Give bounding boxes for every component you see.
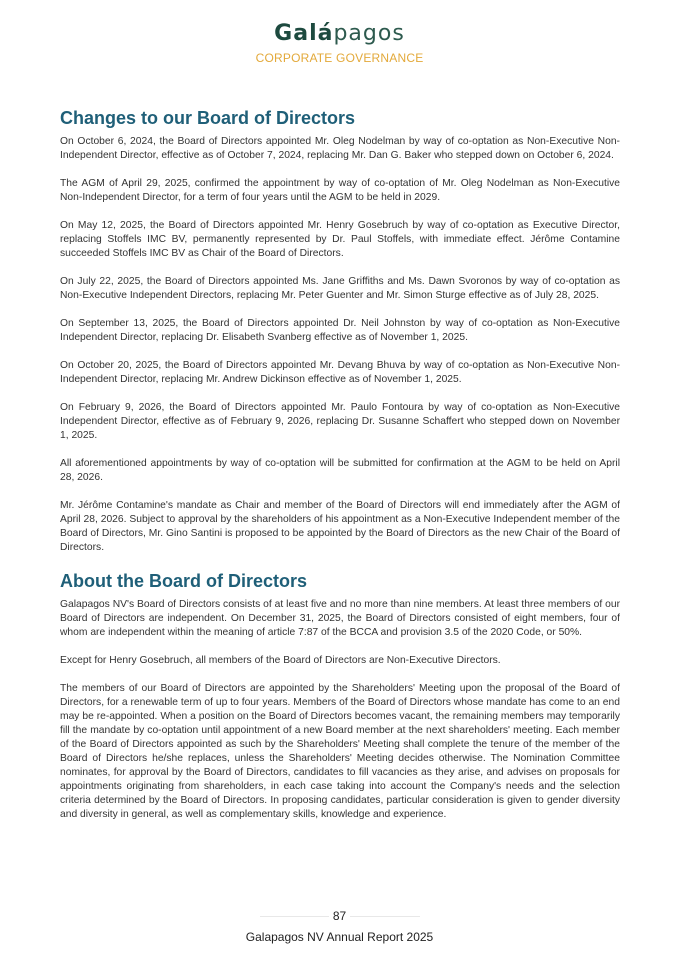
company-logo bbox=[0, 20, 679, 48]
paragraph: On July 22, 2025, the Board of Directors appointed Ms. Jane Griffiths and Ms. Dawn Svoronos by way of co-optation as Non-Executive Independent Directors, replacing Mr. Peter Guenter and Mr. Simon Sturge effective as of July 28, 2025. bbox=[60, 276, 620, 301]
main-content bbox=[60, 106, 620, 836]
page-header bbox=[0, 20, 679, 66]
paragraph: Except for Henry Gosebruch, all members of the Board of Directors are Non-Executive Directors. bbox=[60, 655, 501, 666]
paragraph: Mr. Jérôme Contamine's mandate as Chair and member of the Board of Directors will end immediately after the AGM of April 28, 2026. Subject to approval by the shareholders of his appointment as a Non-Executive Independent member of the Board of Directors, Mr. Gino Santini is proposed to be appointed by the Board of Directors as the new Chair of the Board of Directors. bbox=[60, 500, 620, 553]
paragraph: Galapagos NV's Board of Directors consists of at least five and no more than nine members. At least three members of our Board of Directors are independent. On December 31, 2025, the Board of Directors consisted of eight members, four of whom are independent within the meaning of article 7:87 of the BCCA and provision 3.5 of the 2020 Code, or 50%. bbox=[60, 599, 620, 638]
paragraph: On February 9, 2026, the Board of Directors appointed Mr. Paulo Fontoura by way of co-optation as Non-Executive Independent Director, effective as of February 9, 2026, replacing Dr. Susanne Schaffert who stepped down on November 1, 2025. bbox=[60, 402, 620, 441]
paragraph: The AGM of April 29, 2025, confirmed the appointment by way of co-optation of Mr. Oleg Nodelman as Non-Executive Non-Independent Director, for a term of four years until the AGM to be held in 2029. bbox=[60, 178, 620, 203]
page-number: 87 bbox=[329, 908, 350, 924]
paragraph: The members of our Board of Directors are appointed by the Shareholders' Meeting upon the proposal of the Board of Directors, for a renewable term of up to four years. Members of the Board of Directors whose mandate has come to an end may be re-appointed. When a position on the Board of Directors becomes vacant, the remaining members may temporarily fill the mandate by co-optation until appointment of a new Board member at the next shareholders' meeting. Each member of the Board of Directors appointed as such by the Shareholders' Meeting shall complete the tenure of the member of the Board of Directors he/she replaces, unless the Shareholders' Meeting decides otherwise. The Nomination Committee nominates, for approval by the Board of Directors, candidates to fill vacancies as they arise, and advises on proposals for appointments originating from shareholders, in each case taking into account the Company's needs and the selection criteria determined by the Board of Directors. In proposing candidates, particular consideration is given to gender diversity and diversity in general, as well as complementary skills, knowledge and experience. bbox=[60, 683, 620, 820]
section-label: CORPORATE GOVERNANCE bbox=[255, 51, 424, 65]
paragraph: On May 12, 2025, the Board of Directors appointed Mr. Henry Gosebruch by way of co-optation as Executive Director, replacing Stoffels IMC BV, permanently represented by Dr. Paul Stoffels, with immediate effect. Jérôme Contamine succeeded Stoffels IMC BV as Chair of the Board of Directors. bbox=[60, 220, 620, 259]
report-title: Galapagos NV Annual Report 2025 bbox=[245, 930, 434, 944]
heading-board-changes: Changes to our Board of Directors bbox=[60, 108, 356, 128]
paragraph: All aforementioned appointments by way of co-optation will be submitted for confirmation at the AGM to be held on April 28, 2026. bbox=[60, 458, 620, 483]
heading-about-board: About the Board of Directors bbox=[60, 571, 308, 591]
logo-text-light: pagos bbox=[333, 21, 405, 46]
page-footer bbox=[0, 906, 679, 945]
paragraph: On October 6, 2024, the Board of Directors appointed Mr. Oleg Nodelman by way of co-optation as Non-Executive Non-Independent Director, effective as of October 7, 2024, replacing Mr. Dan G. Baker who stepped down on October 6, 2024. bbox=[60, 136, 620, 161]
paragraph: On September 13, 2025, the Board of Directors appointed Dr. Neil Johnston by way of co-optation as Non-Executive Independent Director, replacing Dr. Elisabeth Svanberg effective as of November 1, 2025. bbox=[60, 318, 620, 343]
paragraph: On October 20, 2025, the Board of Directors appointed Mr. Devang Bhuva by way of co-optation as Non-Executive Non-Independent Director, replacing Mr. Andrew Dickinson effective as of November 1, 2025. bbox=[60, 360, 620, 385]
logo-text-bold: Galá bbox=[274, 21, 334, 46]
